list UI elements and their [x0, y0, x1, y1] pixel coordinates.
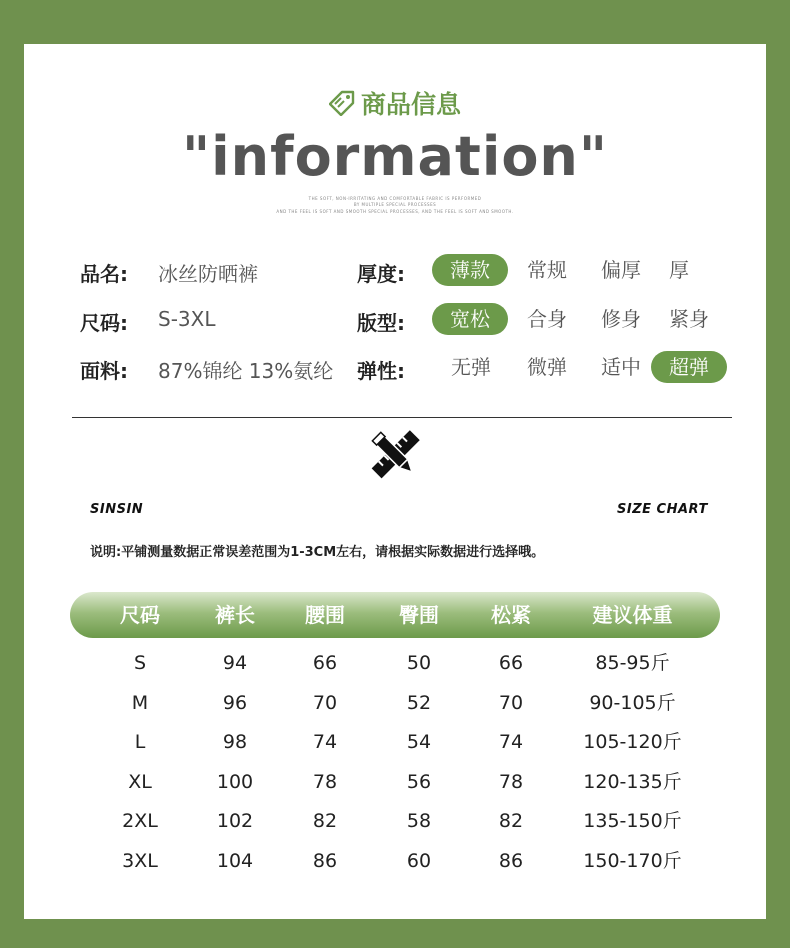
table-row: [70, 727, 720, 757]
table-cell: 52: [406, 692, 432, 714]
table-row: [70, 846, 720, 876]
table-cell: 58: [406, 810, 432, 832]
fabric-label: 面料:: [80, 359, 128, 383]
table-cell: XL: [128, 771, 152, 793]
tiny-caption-3: AND THE FEEL IS SOFT AND SMOOTH SPECIAL PROCESSES, AND THE FEEL IS SOFT AND SMOOTH.: [276, 209, 514, 214]
elasticity-option: 无弹: [451, 355, 491, 379]
table-cell: 96: [222, 692, 248, 714]
tiny-caption-2: BY MULTIPLE SPECIAL PROCESSES: [353, 202, 437, 207]
table-header-cell: 建议体重: [592, 603, 673, 627]
elasticity-option: 微弹: [527, 355, 567, 379]
table-cell: 70: [312, 692, 338, 714]
size-value: S-3XL: [158, 307, 216, 331]
thickness-option: 薄款: [432, 254, 508, 286]
tag-icon: [329, 90, 355, 116]
fit-label: 版型:: [357, 311, 405, 335]
table-cell: 54: [406, 731, 432, 753]
table-cell: 78: [312, 771, 338, 793]
table-cell: 100: [216, 771, 254, 793]
brand-name: SINSIN: [90, 502, 144, 517]
table-cell: 104: [216, 850, 254, 872]
table-cell: 102: [216, 810, 254, 832]
table-cell: 94: [222, 652, 248, 674]
section-subtitle: [0, 88, 790, 118]
pencil-ruler-icon: [369, 429, 421, 481]
section-divider: [72, 417, 732, 418]
size-table-header: [70, 592, 720, 638]
fabric-value: 87%锦纶 13%氨纶: [158, 359, 334, 383]
table-header-cell: 尺码: [120, 603, 160, 627]
name-value: 冰丝防晒裤: [158, 262, 258, 286]
subtitle-text: 商品信息: [360, 90, 461, 119]
page-title: "information": [181, 125, 608, 188]
size-chart-title: SIZE CHART: [617, 502, 708, 517]
table-cell: 74: [312, 731, 338, 753]
table-cell: M: [131, 692, 149, 714]
table-cell: 3XL: [122, 850, 158, 872]
table-header-cell: 松紧: [491, 603, 531, 627]
thickness-label: 厚度:: [357, 262, 405, 286]
table-cell: 82: [498, 810, 524, 832]
table-header-cell: 腰围: [305, 603, 345, 627]
tiny-caption-1: THE SOFT, NON-IRRITATING AND COMFORTABLE FABRIC IS PERFORMED: [308, 196, 482, 201]
elasticity-option: 超弹: [651, 351, 727, 383]
table-cell: 60: [406, 850, 432, 872]
elasticity-label: 弹性:: [357, 359, 405, 383]
size-label: 尺码:: [80, 311, 128, 335]
table-cell: 98: [222, 731, 248, 753]
table-row: [70, 806, 720, 836]
table-cell: 90-105斤: [589, 692, 676, 714]
table-cell: S: [133, 652, 147, 674]
fit-option: 合身: [527, 307, 567, 331]
fit-option: 宽松: [432, 303, 508, 335]
table-cell: 105-120斤: [583, 731, 682, 753]
table-cell: 74: [498, 731, 524, 753]
name-label: 品名:: [80, 262, 128, 286]
table-cell: 50: [406, 652, 432, 674]
table-header-cell: 裤长: [215, 603, 255, 627]
table-header-cell: 臀围: [399, 603, 439, 627]
table-cell: L: [134, 731, 146, 753]
table-cell: 78: [498, 771, 524, 793]
measurement-note: 说明:平铺测量数据正常误差范围为1-3CM左右，请根据实际数据进行选择哦。: [90, 545, 545, 560]
table-row: [70, 648, 720, 678]
thickness-option: 偏厚: [601, 258, 641, 282]
table-cell: 150-170斤: [583, 850, 682, 872]
table-cell: 56: [406, 771, 432, 793]
table-cell: 85-95斤: [595, 652, 670, 674]
table-cell: 86: [312, 850, 338, 872]
table-cell: 135-150斤: [583, 810, 682, 832]
table-cell: 120-135斤: [583, 771, 682, 793]
thickness-option: 常规: [527, 258, 567, 282]
table-cell: 70: [498, 692, 524, 714]
table-cell: 82: [312, 810, 338, 832]
table-row: [70, 767, 720, 797]
thickness-option: 厚: [669, 258, 689, 282]
table-cell: 66: [498, 652, 524, 674]
table-cell: 2XL: [122, 810, 158, 832]
elasticity-option: 适中: [601, 355, 641, 379]
table-row: [70, 688, 720, 718]
fit-option: 紧身: [669, 307, 709, 331]
table-cell: 66: [312, 652, 338, 674]
table-cell: 86: [498, 850, 524, 872]
fit-option: 修身: [601, 307, 641, 331]
